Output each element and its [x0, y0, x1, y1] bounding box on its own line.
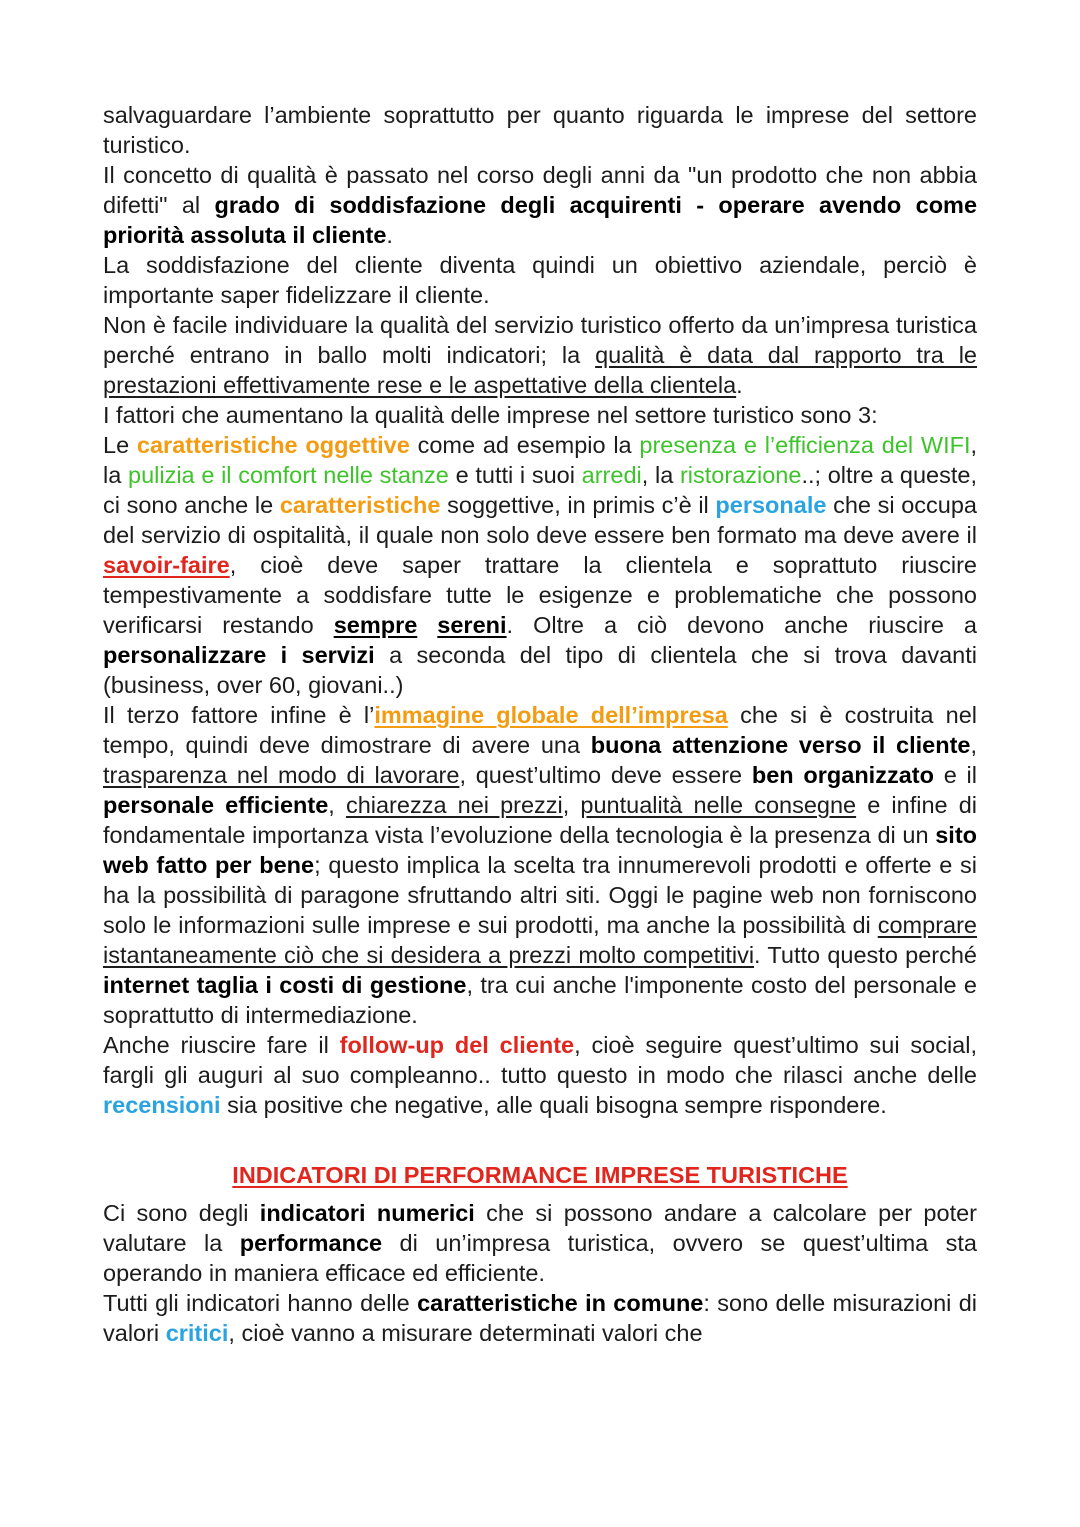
text: ..; oltre a queste, ci sono anche le	[103, 462, 978, 518]
text: a seconda del tipo di clientela che si trova davanti (business, over 60, giovani..)	[103, 642, 977, 698]
paragraph-customer-satisfaction	[103, 250, 977, 310]
section-heading: INDICATORI DI PERFORMANCE IMPRESE TURISTICHE	[232, 1162, 848, 1188]
text: ,	[970, 732, 978, 758]
paragraph-intro	[103, 100, 977, 160]
highlight-blue: personale	[715, 492, 827, 518]
paragraph-quality-concept	[103, 160, 977, 250]
bold-text: personale efficiente	[103, 792, 329, 818]
text: , la	[641, 462, 680, 488]
text: .	[736, 372, 743, 398]
text	[417, 612, 437, 638]
text: ; questo implica la scelta tra innumerevoli prodotti e offerte e si ha la possibilità di paragone sfruttando altri siti. Oggi le pagine web non forniscono solo le informazioni sulle imprese e sui prodotti, ma anche la possibilità di	[103, 852, 977, 938]
text: ,	[562, 792, 581, 818]
text: La soddisfazione del cliente diventa quindi un obiettivo aziendale, perciò è importante saper fidelizzare il cliente.	[103, 252, 977, 308]
bold-text: ben organizzato	[751, 762, 934, 788]
text: Le	[103, 432, 137, 458]
text: che si possono andare a calcolare per poter valutare la	[103, 1200, 977, 1256]
text: Ci sono degli	[103, 1200, 260, 1226]
text: che si occupa del servizio di ospitalità, il quale non solo deve essere ben formato ma deve avere il	[103, 492, 977, 548]
text: , cioè seguire quest’ultimo sui social, fargli gli auguri al suo compleanno.. tutto questo in modo che rilasci anche delle	[103, 1032, 977, 1088]
paragraph-common-characteristics	[103, 1288, 977, 1348]
paragraph-numeric-indicators	[103, 1198, 977, 1288]
underlined-text: trasparenza nel modo di lavorare	[103, 762, 460, 788]
text: e infine di fondamentale importanza vista l’evoluzione della tecnologia è la presenza di un	[103, 792, 977, 848]
text: , la	[103, 432, 978, 488]
underlined-text: qualità è data dal rapporto tra le prestazioni effettivamente rese e le aspettative della clientela	[103, 342, 977, 398]
text: Il concetto di qualità è passato nel corso degli anni da "un prodotto che non abbia difetti" al	[103, 162, 977, 218]
text: . Oltre a ciò devono anche riuscire a	[506, 612, 978, 638]
bold-text: grado di soddisfazione degli acquirenti - operare avendo come priorità assoluta il cliente	[103, 192, 978, 248]
highlight-orange: caratteristiche	[279, 492, 441, 518]
text: e il	[933, 762, 977, 788]
text: . Tutto questo perché	[754, 942, 977, 968]
bold-text: buona attenzione verso il cliente	[590, 732, 971, 758]
underlined-text: puntualità nelle consegne	[580, 792, 857, 818]
paragraph-company-image	[103, 700, 977, 1030]
text: Anche riuscire fare il	[103, 1032, 340, 1058]
document-page	[103, 100, 977, 1348]
highlight-orange: caratteristiche oggettive	[136, 432, 410, 458]
highlight-blue: recensioni	[103, 1092, 221, 1118]
bold-text: internet taglia i costi di gestione	[103, 972, 467, 998]
bold-underlined-text: sereni	[437, 612, 507, 638]
text: come ad esempio la	[409, 432, 640, 458]
bold-text: performance	[239, 1230, 383, 1256]
text: Il terzo fattore infine è l’	[103, 702, 375, 728]
highlight-green: arredi	[581, 462, 642, 488]
bold-underlined-text: sempre	[333, 612, 418, 638]
text: , cioè deve saper trattare la clientela e soprattuto riuscire tempestivamente a soddisfare tutte le esigenze e problematiche che possono verificarsi restando	[103, 552, 977, 638]
paragraph-factors-intro	[103, 400, 977, 430]
paragraph-follow-up	[103, 1030, 977, 1120]
text: Tutti gli indicatori hanno delle	[103, 1290, 418, 1316]
highlight-green: presenza e l’efficienza del WIFI	[639, 432, 971, 458]
text: , tra cui anche l'imponente costo del personale e soprattutto di intermediazione.	[103, 972, 977, 1028]
text: .	[386, 222, 393, 248]
text: : sono delle misurazioni di valori	[103, 1290, 977, 1346]
highlight-blue: critici	[165, 1320, 229, 1346]
highlight-red: savoir-faire	[103, 552, 230, 578]
text: , quest’ultimo deve essere	[459, 762, 752, 788]
bold-text: caratteristiche in comune	[417, 1290, 704, 1316]
text: salvaguardare l’ambiente soprattutto per quanto riguarda le imprese del settore turistico.	[103, 102, 977, 158]
highlight-red: follow-up del cliente	[339, 1032, 575, 1058]
underlined-text: chiarezza nei prezzi	[345, 792, 563, 818]
text: ,	[328, 792, 346, 818]
paragraph-quality-definition	[103, 310, 977, 400]
text: I fattori che aumentano la qualità delle imprese nel settore turistico sono 3:	[103, 402, 878, 428]
text: soggettive, in primis c’è il	[440, 492, 716, 518]
highlight-green: ristorazione	[679, 462, 802, 488]
underlined-text: comprare istantaneamente ciò che si desidera a prezzi molto competitivi	[103, 912, 977, 968]
text: e tutti i suoi	[448, 462, 582, 488]
bold-text: sito web fatto per bene	[103, 822, 977, 878]
text: , cioè vanno a misurare determinati valori che	[228, 1320, 703, 1346]
text: sia positive che negative, alle quali bisogna sempre rispondere.	[220, 1092, 887, 1118]
text: che si è costruita nel tempo, quindi deve dimostrare di avere una	[103, 702, 977, 758]
text: di un’impresa turistica, ovvero se quest’ultima sta operando in maniera efficace ed efficiente.	[103, 1230, 977, 1286]
paragraph-characteristics	[103, 430, 977, 700]
bold-text: personalizzare i servizi	[103, 642, 375, 668]
bold-text: indicatori numerici	[259, 1200, 475, 1226]
highlight-green: pulizia e il comfort nelle stanze	[128, 462, 449, 488]
text: Non è facile individuare la qualità del servizio turistico offerto da un’impresa turistica perché entrano in ballo molti indicatori; la	[103, 312, 977, 368]
highlight-orange: immagine globale dell’impresa	[374, 702, 728, 728]
